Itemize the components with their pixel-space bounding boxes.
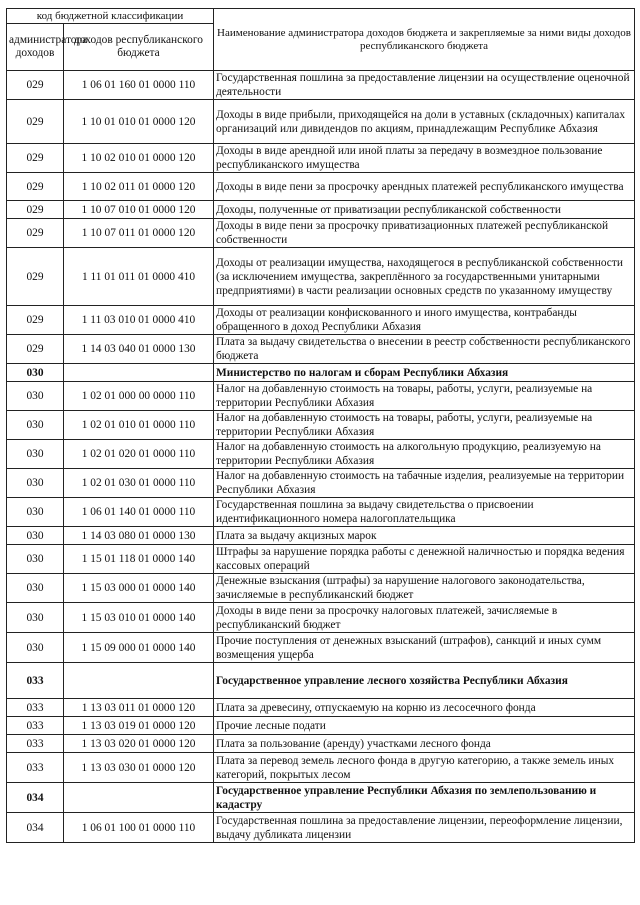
table-row — [7, 201, 635, 219]
revenue-name-cell: Плата за пользование (аренду) участками лесного фонда — [214, 735, 635, 753]
table-row — [7, 717, 635, 735]
table-row — [7, 545, 635, 574]
table-row — [7, 813, 635, 843]
revenue-code-cell: 1 15 03 010 01 0000 140 — [64, 603, 214, 633]
table-row — [7, 574, 635, 603]
header-code: доходов республиканского бюджета — [64, 24, 214, 71]
admin-code-cell: 029 — [7, 173, 64, 201]
table-row — [7, 469, 635, 498]
admin-code-cell: 029 — [7, 144, 64, 173]
revenue-name-cell: Государственное управление Республики Абхазия по землепользованию и кадастру — [214, 783, 635, 813]
revenue-name-cell: Налог на добавленную стоимость на алкогольную продукцию, реализуемую на территории Республики Абхазия — [214, 440, 635, 469]
revenue-code-cell — [64, 364, 214, 382]
revenue-name-cell: Доходы от реализации имущества, находящегося в республиканской собственности (за исключением имущества, закреплённого за государственными унитарными предприятиями) в части реализации основных средств по указанному имуществу — [214, 248, 635, 306]
admin-code-cell: 029 — [7, 335, 64, 364]
admin-code-cell: 033 — [7, 663, 64, 699]
admin-code-cell: 033 — [7, 735, 64, 753]
revenue-name-cell: Государственная пошлина за предоставление лицензии, переоформление лицензии, выдачу дубликата лицензии — [214, 813, 635, 843]
revenue-name-cell: Доходы от реализации конфискованного и иного имущества, контрабанды обращенного в доход Республики Абхазия — [214, 306, 635, 335]
admin-code-cell: 030 — [7, 574, 64, 603]
section-row — [7, 364, 635, 382]
revenue-name-cell: Прочие лесные подати — [214, 717, 635, 735]
revenue-name-cell: Штрафы за нарушение порядка работы с денежной наличностью и порядка ведения кассовых операций — [214, 545, 635, 574]
admin-code-cell: 033 — [7, 753, 64, 783]
revenue-name-cell: Государственное управление лесного хозяйства Республики Абхазия — [214, 663, 635, 699]
revenue-name-cell: Плата за выдачу акцизных марок — [214, 527, 635, 545]
revenue-code-cell: 1 10 07 011 01 0000 120 — [64, 219, 214, 248]
revenue-name-cell: Плата за древесину, отпускаемую на корню из лесосечного фонда — [214, 699, 635, 717]
revenue-code-cell: 1 06 01 160 01 0000 110 — [64, 71, 214, 100]
section-row — [7, 783, 635, 813]
table-row — [7, 173, 635, 201]
revenue-name-cell: Плата за перевод земель лесного фонда в другую категорию, а также земель иных категорий, покрытых лесом — [214, 753, 635, 783]
revenue-code-cell: 1 02 01 030 01 0000 110 — [64, 469, 214, 498]
table-row — [7, 248, 635, 306]
budget-classification-page — [6, 8, 634, 843]
table-row — [7, 633, 635, 663]
revenue-code-cell: 1 15 03 000 01 0000 140 — [64, 574, 214, 603]
revenue-code-cell: 1 10 02 011 01 0000 120 — [64, 173, 214, 201]
table-row — [7, 735, 635, 753]
admin-code-cell: 029 — [7, 201, 64, 219]
revenue-name-cell: Налог на добавленную стоимость на товары, работы, услуги, реализуемые на территории Республики Абхазия — [214, 411, 635, 440]
table-row — [7, 440, 635, 469]
revenue-code-cell: 1 13 03 019 01 0000 120 — [64, 717, 214, 735]
revenue-code-cell: 1 14 03 080 01 0000 130 — [64, 527, 214, 545]
revenue-code-cell: 1 10 01 010 01 0000 120 — [64, 100, 214, 144]
table-row — [7, 527, 635, 545]
revenue-code-cell: 1 02 01 000 00 0000 110 — [64, 382, 214, 411]
revenue-name-cell: Плата за выдачу свидетельства о внесении в реестр собственности республиканского бюджета — [214, 335, 635, 364]
admin-code-cell: 030 — [7, 382, 64, 411]
admin-code-cell: 030 — [7, 527, 64, 545]
header-group-label: код бюджетной классификации — [7, 9, 214, 24]
header-name: Наименование администратора доходов бюджета и закрепляемые за ними виды доходов республиканского бюджета — [214, 9, 635, 71]
revenue-code-cell: 1 13 03 011 01 0000 120 — [64, 699, 214, 717]
revenue-code-cell: 1 11 03 010 01 0000 410 — [64, 306, 214, 335]
admin-code-cell: 030 — [7, 633, 64, 663]
table-row — [7, 382, 635, 411]
table-row — [7, 498, 635, 527]
revenue-code-cell: 1 10 02 010 01 0000 120 — [64, 144, 214, 173]
revenue-code-cell: 1 06 01 100 01 0000 110 — [64, 813, 214, 843]
revenue-code-cell: 1 14 03 040 01 0000 130 — [64, 335, 214, 364]
revenue-code-cell: 1 06 01 140 01 0000 110 — [64, 498, 214, 527]
revenue-name-cell: Налог на добавленную стоимость на табачные изделия, реализуемые на территории Республики Абхазия — [214, 469, 635, 498]
admin-code-cell: 030 — [7, 498, 64, 527]
admin-code-cell: 029 — [7, 71, 64, 100]
table-row — [7, 603, 635, 633]
table-row — [7, 699, 635, 717]
revenue-name-cell: Денежные взыскания (штрафы) за нарушение налогового законодательства, зачисляемые в республиканский бюджет — [214, 574, 635, 603]
revenue-code-cell: 1 15 01 118 01 0000 140 — [64, 545, 214, 574]
section-row — [7, 663, 635, 699]
admin-code-cell: 030 — [7, 440, 64, 469]
revenue-code-cell: 1 13 03 030 01 0000 120 — [64, 753, 214, 783]
revenue-name-cell: Государственная пошлина за выдачу свидетельства о присвоении идентификационного номера налогоплательщика — [214, 498, 635, 527]
table-row — [7, 144, 635, 173]
revenue-name-cell: Доходы в виде пени за просрочку арендных платежей республиканского имущества — [214, 173, 635, 201]
table-row — [7, 306, 635, 335]
revenue-code-cell: 1 15 09 000 01 0000 140 — [64, 633, 214, 663]
revenue-name-cell: Министерство по налогам и сборам Республики Абхазия — [214, 364, 635, 382]
table-row — [7, 71, 635, 100]
admin-code-cell: 033 — [7, 717, 64, 735]
revenue-code-cell — [64, 663, 214, 699]
table-row — [7, 411, 635, 440]
table-row — [7, 219, 635, 248]
revenue-code-cell: 1 11 01 011 01 0000 410 — [64, 248, 214, 306]
revenue-name-cell: Доходы в виде пени за просрочку приватизационных платежей республиканской собственности — [214, 219, 635, 248]
revenue-code-cell: 1 02 01 020 01 0000 110 — [64, 440, 214, 469]
revenue-codes-table — [6, 8, 635, 843]
revenue-name-cell: Доходы в виде арендной или иной платы за передачу в возмездное пользование республиканского имущества — [214, 144, 635, 173]
revenue-code-cell: 1 13 03 020 01 0000 120 — [64, 735, 214, 753]
admin-code-cell: 034 — [7, 813, 64, 843]
table-row — [7, 100, 635, 144]
admin-code-cell: 030 — [7, 603, 64, 633]
admin-code-cell: 029 — [7, 100, 64, 144]
table-body — [7, 71, 635, 843]
admin-code-cell: 029 — [7, 248, 64, 306]
admin-code-cell: 030 — [7, 364, 64, 382]
revenue-name-cell: Государственная пошлина за предоставление лицензии на осуществление оценочной деятельности — [214, 71, 635, 100]
revenue-code-cell — [64, 783, 214, 813]
table-row — [7, 753, 635, 783]
admin-code-cell: 030 — [7, 469, 64, 498]
revenue-code-cell: 1 02 01 010 01 0000 110 — [64, 411, 214, 440]
revenue-name-cell: Налог на добавленную стоимость на товары, работы, услуги, реализуемые на территории Республики Абхазия — [214, 382, 635, 411]
table-row — [7, 335, 635, 364]
admin-code-cell: 030 — [7, 411, 64, 440]
admin-code-cell: 029 — [7, 306, 64, 335]
admin-code-cell: 033 — [7, 699, 64, 717]
revenue-name-cell: Прочие поступления от денежных взысканий (штрафов), санкций и иных сумм возмещения ущерба — [214, 633, 635, 663]
revenue-name-cell: Доходы в виде пени за просрочку налоговых платежей, зачисляемые в республиканский бюджет — [214, 603, 635, 633]
admin-code-cell: 029 — [7, 219, 64, 248]
header-admin: администратора доходов — [7, 24, 64, 71]
header-row-group — [7, 9, 635, 24]
admin-code-cell: 030 — [7, 545, 64, 574]
revenue-name-cell: Доходы в виде прибыли, приходящейся на доли в уставных (складочных) капиталах организаций или дивидендов по акциям, принадлежащим Республике Абхазия — [214, 100, 635, 144]
admin-code-cell: 034 — [7, 783, 64, 813]
revenue-name-cell: Доходы, полученные от приватизации республиканской собственности — [214, 201, 635, 219]
revenue-code-cell: 1 10 07 010 01 0000 120 — [64, 201, 214, 219]
